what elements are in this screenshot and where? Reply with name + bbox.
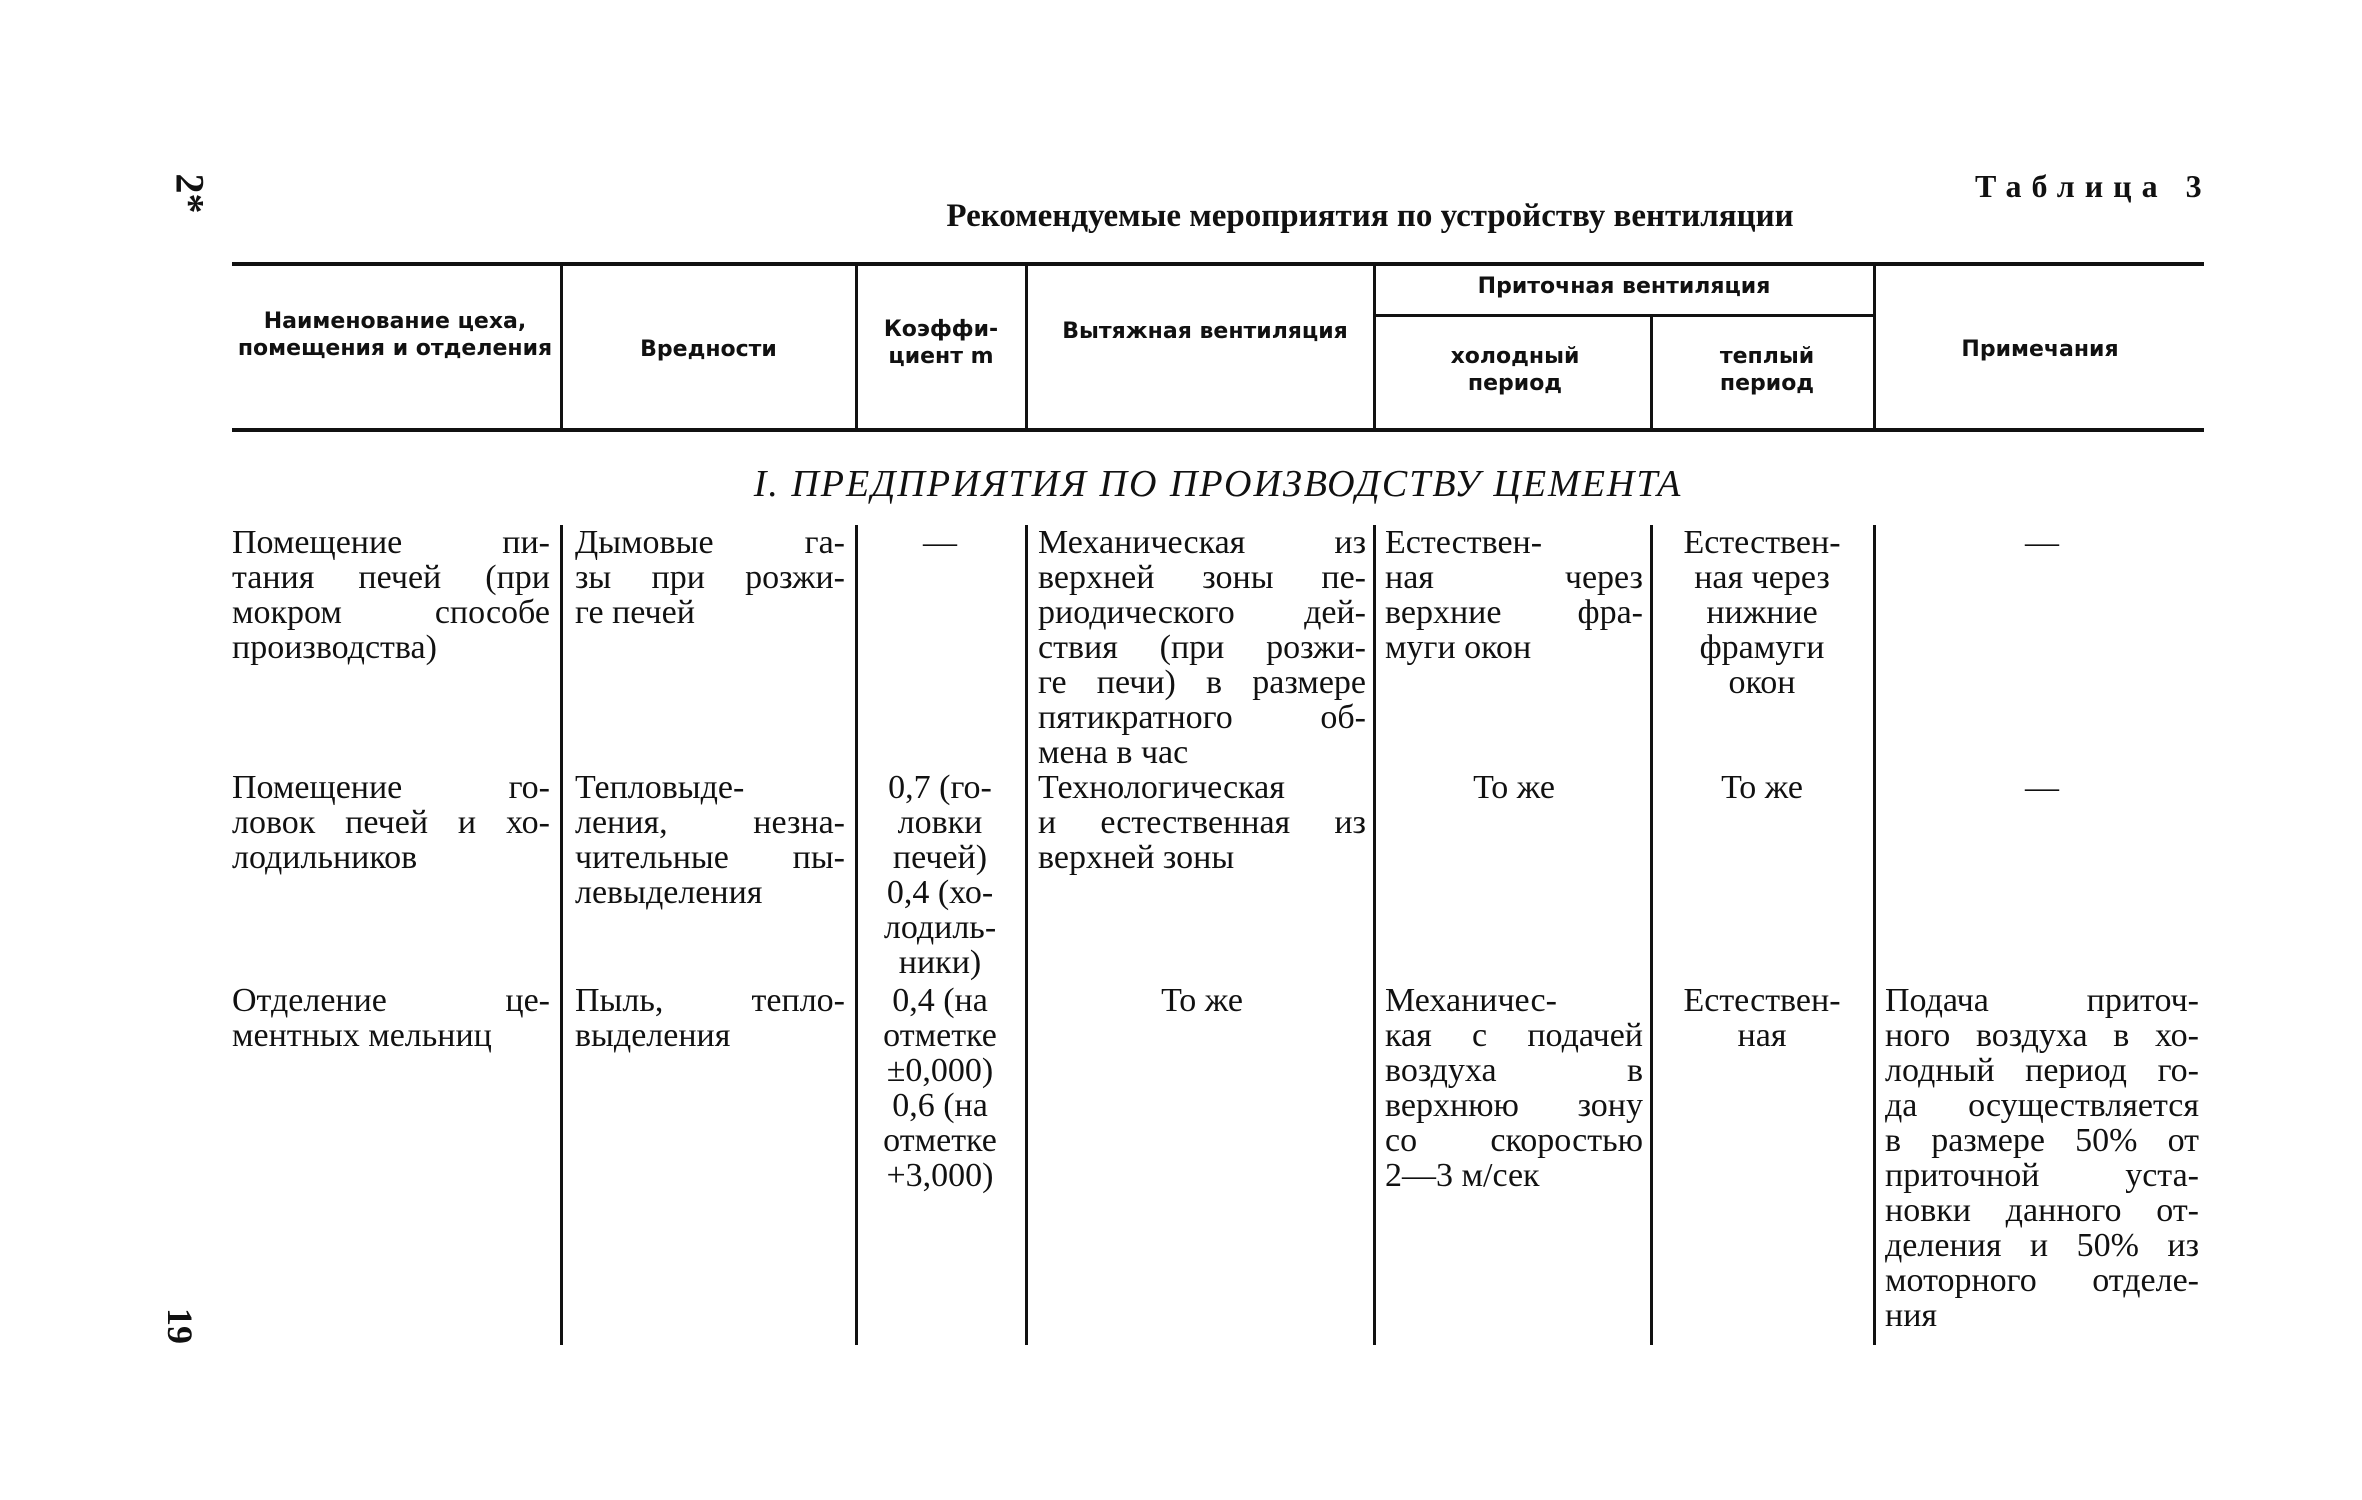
cell-line: деления и 50% из xyxy=(1885,1227,2199,1264)
cell-line: мокром способе xyxy=(232,594,550,631)
cell-line: тания печей (при xyxy=(232,559,550,596)
cell-line: ления, незна- xyxy=(575,804,845,841)
body-divider-1 xyxy=(560,525,563,1345)
cell-line: окон xyxy=(1728,664,1796,701)
cell-line: производства) xyxy=(232,629,437,666)
cell-line: мена в час xyxy=(1038,734,1189,771)
row-2-exhaust-cell xyxy=(1038,770,1366,875)
cell-line: пятикратного об- xyxy=(1038,699,1366,736)
row-2-notes-cell xyxy=(1885,770,2199,805)
cell-line: Пыль, тепло- xyxy=(575,982,845,1019)
row-3-hazards-cell xyxy=(575,983,845,1053)
cell-line: чительные пы- xyxy=(575,839,845,876)
cell-line: — xyxy=(2025,524,2059,561)
cell-line: лодильников xyxy=(232,839,418,876)
header-divider-3 xyxy=(1025,266,1028,428)
table-title: Рекомендуемые мероприятия по устройству вентиляции xyxy=(946,198,1794,234)
cell-line: фрамуги xyxy=(1699,629,1825,666)
cell-line: ствия (при розжи- xyxy=(1038,629,1366,666)
supply-subheader-rule xyxy=(1375,314,1873,317)
cell-line: Дымовые га- xyxy=(575,524,845,561)
table-number-label: Таблица 3 xyxy=(1975,168,2212,204)
body-divider-4 xyxy=(1373,525,1376,1345)
row-2-name-cell xyxy=(232,770,550,875)
header-supply-warm: теплый период xyxy=(1719,344,1815,396)
header-divider-5 xyxy=(1650,317,1653,428)
cell-line: 0,4 (на xyxy=(892,982,988,1019)
cell-line: Помещение пи- xyxy=(232,524,550,561)
row-1-coef-cell xyxy=(865,525,1015,560)
row-1-cold-cell xyxy=(1385,525,1643,665)
body-divider-2 xyxy=(855,525,858,1345)
cell-line: лодный период го- xyxy=(1885,1052,2199,1089)
cell-line: ного воздуха в хо- xyxy=(1885,1017,2199,1054)
cell-line: — xyxy=(2025,769,2059,806)
cell-line: со скоростью xyxy=(1385,1122,1643,1159)
cell-line: Механичес- xyxy=(1385,982,1557,1019)
header-supply-cold: холодный период xyxy=(1450,344,1580,396)
cell-line: новки данного от- xyxy=(1885,1192,2199,1229)
header-exhaust: Вытяжная вентиляция xyxy=(1062,319,1348,344)
row-1-exhaust-cell xyxy=(1038,525,1366,770)
header-bottom-rule xyxy=(232,428,2204,432)
cell-line: верхние фра- xyxy=(1385,594,1643,631)
header-divider-1 xyxy=(560,266,563,428)
cell-line: печей) xyxy=(892,839,988,876)
row-2-hazards-cell xyxy=(575,770,845,910)
row-2-warm-cell xyxy=(1662,770,1862,805)
cell-line: ния xyxy=(1885,1297,1938,1334)
cell-line: Механическая из xyxy=(1038,524,1366,561)
row-3-coef-cell xyxy=(865,983,1015,1193)
cell-line: 0,7 (го- xyxy=(888,769,992,806)
page-number: 19 xyxy=(160,1308,200,1344)
cell-line: Подача приточ- xyxy=(1885,982,2199,1019)
body-divider-5 xyxy=(1650,525,1653,1345)
cell-line: ная xyxy=(1737,1017,1787,1054)
cell-line: Тепловыде- xyxy=(575,769,745,806)
cell-line: Технологическая xyxy=(1038,769,1285,806)
row-3-cold-cell xyxy=(1385,983,1643,1193)
cell-line: верхнюю зону xyxy=(1385,1087,1643,1124)
row-3-notes-cell xyxy=(1885,983,2199,1333)
cell-line: Помещение го- xyxy=(232,769,550,806)
cell-line: +3,000) xyxy=(886,1157,994,1194)
cell-line: риодического дей- xyxy=(1038,594,1366,631)
cell-line: ловки xyxy=(897,804,983,841)
cell-line: ге печи) в размере xyxy=(1038,664,1366,701)
header-hazards: Вредности xyxy=(640,337,777,362)
row-1-warm-cell xyxy=(1662,525,1862,700)
header-notes: Примечания xyxy=(1961,337,2119,362)
cell-line: Естествен- xyxy=(1385,524,1543,561)
cell-line: моторного отделе- xyxy=(1885,1262,2199,1299)
cell-line: То же xyxy=(1161,982,1243,1019)
cell-line: 0,4 (хо- xyxy=(886,874,994,911)
cell-line: отметке xyxy=(883,1122,997,1159)
cell-line: Отделение це- xyxy=(232,982,550,1019)
cell-line: ная через xyxy=(1385,559,1643,596)
row-2-coef-cell xyxy=(865,770,1015,980)
cell-line: зы при розжи- xyxy=(575,559,845,596)
row-2-cold-cell xyxy=(1385,770,1643,805)
cell-line: То же xyxy=(1721,769,1803,806)
row-3-warm-cell xyxy=(1662,983,1862,1053)
header-supply: Приточная вентиляция xyxy=(1477,274,1771,299)
cell-line: кая с подачей xyxy=(1385,1017,1643,1054)
cell-line: приточной уста- xyxy=(1885,1157,2199,1194)
cell-line: 2—3 м/сек xyxy=(1385,1157,1540,1194)
cell-line: в размере 50% от xyxy=(1885,1122,2199,1159)
header-divider-2 xyxy=(855,266,858,428)
cell-line: нижние xyxy=(1706,594,1818,631)
cell-line: верхней зоны пе- xyxy=(1038,559,1366,596)
cell-line: воздуха в xyxy=(1385,1052,1643,1089)
cell-line: выделения xyxy=(575,1017,731,1054)
section-heading: I. ПРЕДПРИЯТИЯ ПО ПРОИЗВОДСТВУ ЦЕМЕНТА xyxy=(753,463,1683,505)
page-side-mark: 2* xyxy=(167,173,213,214)
cell-line: верхней зоны xyxy=(1038,839,1235,876)
row-3-exhaust-cell xyxy=(1038,983,1366,1018)
cell-line: левыделения xyxy=(575,874,763,911)
cell-line: — xyxy=(923,524,957,561)
cell-line: муги окон xyxy=(1385,629,1532,666)
cell-line: ная через xyxy=(1694,559,1830,596)
row-1-name-cell xyxy=(232,525,550,665)
cell-line: и естественная из xyxy=(1038,804,1366,841)
cell-line: лодиль- xyxy=(883,909,997,946)
body-divider-3 xyxy=(1025,525,1028,1345)
cell-line: ментных мельниц xyxy=(232,1017,492,1054)
cell-line: То же xyxy=(1473,769,1555,806)
header-coefficient: Коэффи- циент m xyxy=(883,317,999,369)
row-1-notes-cell xyxy=(1885,525,2199,560)
cell-line: Естествен- xyxy=(1683,524,1841,561)
row-1-hazards-cell xyxy=(575,525,845,630)
body-divider-6 xyxy=(1873,525,1876,1345)
cell-line: ±0,000) xyxy=(886,1052,994,1089)
row-3-name-cell xyxy=(232,983,550,1053)
cell-line: 0,6 (на xyxy=(892,1087,988,1124)
header-name: Наименование цеха, помещения и отделения xyxy=(237,309,553,361)
header-top-rule xyxy=(232,262,2204,266)
cell-line: Естествен- xyxy=(1683,982,1841,1019)
cell-line: отметке xyxy=(883,1017,997,1054)
cell-line: ловок печей и хо- xyxy=(232,804,550,841)
cell-line: да осуществляется xyxy=(1885,1087,2199,1124)
cell-line: ге печей xyxy=(575,594,695,631)
cell-line: ники) xyxy=(898,944,982,981)
